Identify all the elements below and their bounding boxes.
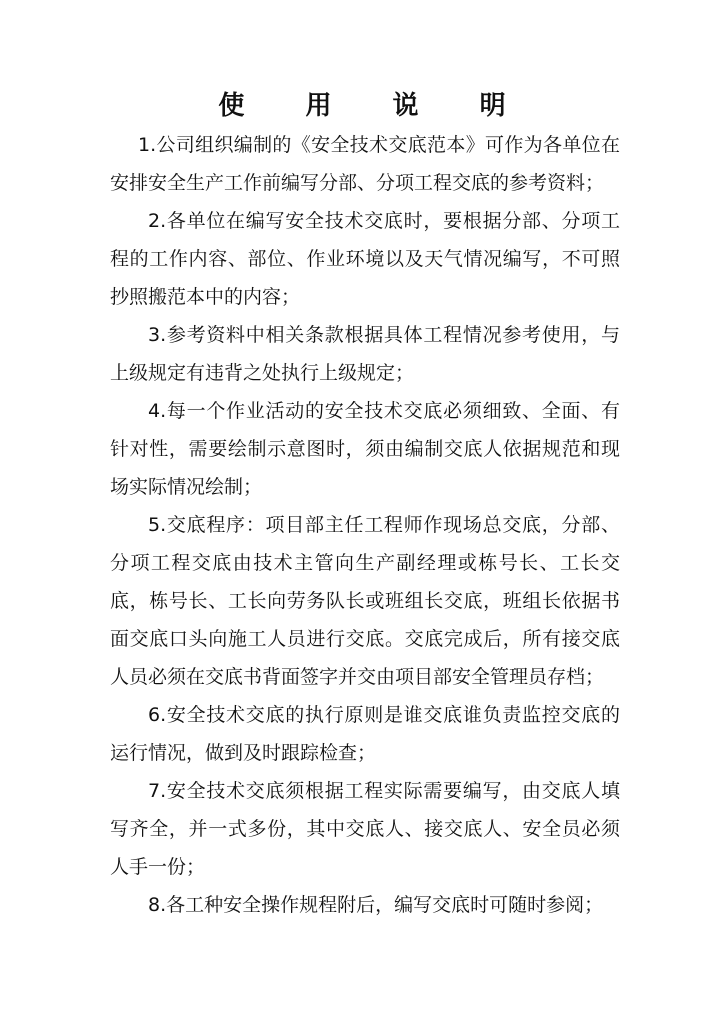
- instruction-paragraph-1: 1.公司组织编制的《安全技术交底范本》可作为各单位在安排安全生产工作前编写分部、分项工程交底的参考资料；: [110, 134, 620, 194]
- instructions-body: [110, 126, 620, 924]
- instruction-paragraph-5: 5.交底程序：项目部主任工程师作现场总交底，分部、分项工程交底由技术主管向生产副经理或栋号长、工长交底，栋号长、工长向劳务队长或班组长交底，班组长依据书面交底口头向施工人员进行交底。交底完成后，所有接交底人员必须在交底书背面签字并交由项目部安全管理员存档；: [110, 514, 620, 688]
- instruction-paragraph-4: 4.每一个作业活动的安全技术交底必须细致、全面、有针对性，需要绘制示意图时，须由编制交底人依据规范和现场实际情况绘制；: [110, 400, 620, 498]
- instruction-paragraph-8: 8.各工种安全操作规程附后，编写交底时可随时参阅；: [148, 894, 604, 916]
- instruction-paragraph-7: 7.安全技术交底须根据工程实际需要编写，由交底人填写齐全，并一式多份，其中交底人、接交底人、安全员必须人手一份；: [110, 780, 620, 878]
- instruction-paragraph-2: 2.各单位在编写安全技术交底时，要根据分部、分项工程的工作内容、部位、作业环境以及天气情况编写，不可照抄照搬范本中的内容；: [110, 210, 620, 308]
- page-title: 使 用 说 明: [218, 91, 532, 121]
- instruction-paragraph-3: 3.参考资料中相关条款根据具体工程情况参考使用，与上级规定有违背之处执行上级规定；: [110, 324, 620, 384]
- instruction-paragraph-6: 6.安全技术交底的执行原则是谁交底谁负责监控交底的运行情况，做到及时跟踪检查；: [110, 704, 620, 764]
